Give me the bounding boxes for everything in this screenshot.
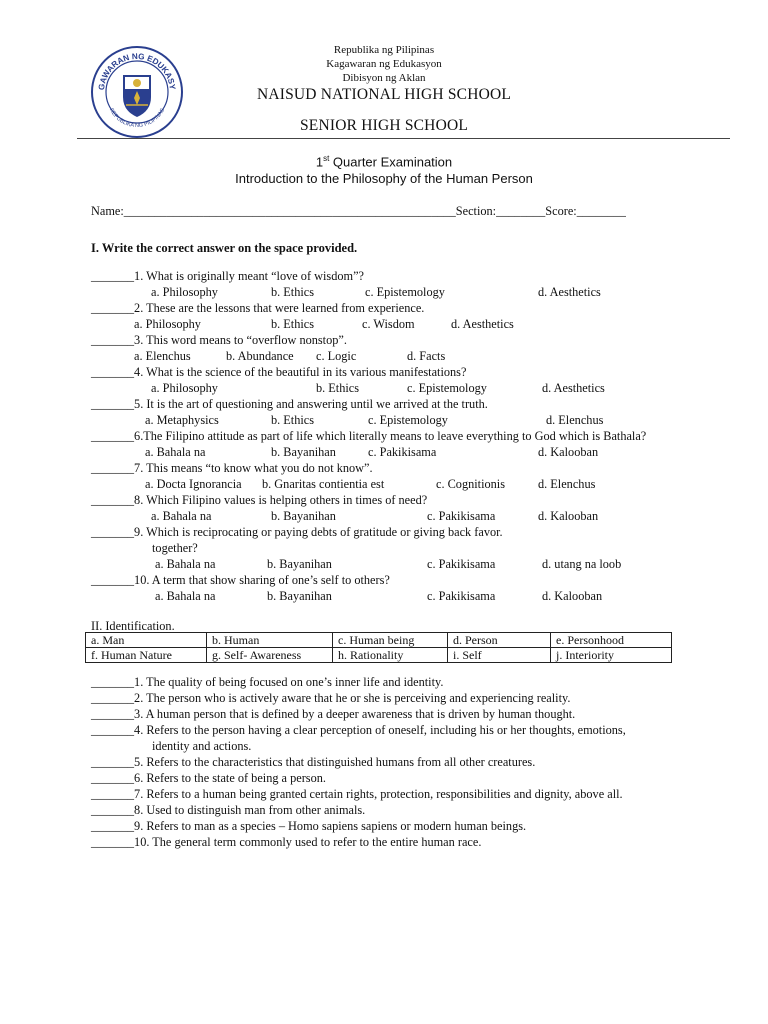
header-republic: Republika ng Pilipinas [333,44,435,56]
table-cell: a. Man [86,633,207,648]
question-4[interactable]: _______4. What is the science of the beautiful in its various manifestations? [91,365,467,379]
identification-item[interactable]: _______4. Refers to the person having a clear perception of oneself, including his or her thoughts, emotions, [91,723,626,737]
answer-choice: a. Bahala na [145,445,206,459]
table-cell: c. Human being [333,633,448,648]
answer-choice: d. Aesthetics [451,317,514,331]
quarter-label: Quarter Examination [329,154,453,170]
answer-choice: c. Pakikisama [427,589,496,603]
school-level: SENIOR HIGH SCHOOL [299,117,469,134]
identification-item[interactable]: _______8. Used to distinguish man from other animals. [91,803,366,817]
table-cell: j. Interiority [551,648,672,663]
table-cell: f. Human Nature [86,648,207,663]
answer-choice: b. Bayanihan [267,589,332,603]
answer-choice: a. Docta Ignorancia [145,477,242,491]
answer-choice: b. Bayanihan [267,557,332,571]
answer-choice: a. Bahala na [155,589,216,603]
school-name: NAISUD NATIONAL HIGH SCHOOL [256,86,512,103]
identification-item: identity and actions. [152,739,252,753]
header-divider [77,138,730,139]
answer-choice: d. Kalooban [538,509,599,523]
answer-choice: c. Pakikisama [427,557,496,571]
table-row [86,633,672,648]
question-8[interactable]: _______8. Which Filipino values is helping others in times of need? [91,493,428,507]
table-row [86,648,672,663]
answer-choice: d. Kalooban [542,589,603,603]
quarter-ordinal: st [323,154,330,163]
answer-choice: a. Philosophy [134,317,201,331]
answer-choice: c. Pakikisama [427,509,496,523]
question-1[interactable]: _______1. What is originally meant “love of wisdom”? [91,269,364,283]
identification-item[interactable]: _______1. The quality of being focused on one’s inner life and identity. [91,675,444,689]
answer-choice: b. Ethics [271,317,315,331]
answer-choice: b. Ethics [271,413,315,427]
student-info-line[interactable]: Name:______________________________________________________Section:________Score:________ [91,204,626,218]
answer-choice: d. Kalooban [538,445,599,459]
table-cell: d. Person [448,633,551,648]
answer-choice: b. Gnaritas contientia est [262,477,385,491]
answer-choice: d. utang na loob [542,557,622,571]
seal-text-top: GAWARAN NG EDUKASY [96,51,177,91]
answer-choice: c. Pakikisama [368,445,437,459]
identification-item[interactable]: _______10. The general term commonly used to refer to the entire human race. [91,835,482,849]
header-department: Kagawaran ng Edukasyon [326,58,442,70]
answer-choice: a. Philosophy [151,285,218,299]
identification-item[interactable]: _______5. Refers to the characteristics that distinguished humans from all other creatures. [91,755,536,769]
header-division: Dibisyon ng Aklan [342,72,426,84]
answer-choice: c. Wisdom [362,317,415,331]
part1-title: I. Write the correct answer on the space provided. [91,241,358,255]
answer-choice: c. Epistemology [407,381,487,395]
answer-choice: b. Bayanihan [271,445,336,459]
answer-choice: a. Elenchus [134,349,191,363]
answer-choice: c. Logic [316,349,357,363]
answer-choice: b. Bayanihan [271,509,336,523]
answer-choice: d. Elenchus [538,477,596,491]
question-5[interactable]: _______5. It is the art of questioning and answering until we arrived at the truth. [91,397,488,411]
answer-choice: b. Ethics [271,285,315,299]
identification-choices-table [85,632,672,663]
table-cell: h. Rationality [333,648,448,663]
seal-text-bottom: REPUBLIKA NG PILIPINAS [107,107,167,130]
table-cell: e. Personhood [551,633,672,648]
answer-choice: a. Philosophy [151,381,218,395]
answer-choice: b. Abundance [226,349,294,363]
answer-choice: c. Epistemology [368,413,448,427]
identification-item[interactable]: _______2. The person who is actively aware that he or she is perceiving and experiencing reality. [91,691,571,705]
identification-item[interactable]: _______9. Refers to man as a species – Homo sapiens sapiens or modern human beings. [91,819,527,833]
table-cell: b. Human [207,633,333,648]
question-3[interactable]: _______3. This word means to “overflow nonstop”. [91,333,347,347]
identification-item[interactable]: _______3. A human person that is defined by a deeper awareness that is driven by human thought. [91,707,576,721]
table-cell: i. Self [448,648,551,663]
part2-title: II. Identification. [91,619,175,633]
answer-choice: d. Facts [407,349,446,363]
question-7[interactable]: _______7. This means “to know what you do not know”. [91,461,373,475]
answer-choice: a. Bahala na [151,509,212,523]
identification-item[interactable]: _______6. Refers to the state of being a person. [91,771,326,785]
table-cell: g. Self- Awareness [207,648,333,663]
answer-choice: a. Bahala na [155,557,216,571]
question-2[interactable]: _______2. These are the lessons that were learned from experience. [91,301,425,315]
exam-subject: Introduction to the Philosophy of the Human Person [235,171,533,186]
answer-choice: d. Elenchus [546,413,604,427]
answer-choice: c. Epistemology [365,285,445,299]
answer-choice: b. Ethics [316,381,360,395]
question-9[interactable]: _______9. Which is reciprocating or paying debts of gratitude or giving back favor. [91,525,503,539]
quarter-number: 1 [315,154,324,170]
answer-choice: c. Cognitionis [436,477,506,491]
answer-choice: d. Aesthetics [542,381,605,395]
answer-choice: d. Aesthetics [538,285,601,299]
question-6[interactable]: _______6.The Filipino attitude as part of life which literally means to leave everything to God which is Bathala? [91,429,647,443]
question-9-continuation: together? [152,541,198,555]
answer-choice: a. Metaphysics [145,413,219,427]
identification-item[interactable]: _______7. Refers to a human being granted certain rights, protection, responsibilities and dignity, above all. [91,787,623,801]
exam-title [0,154,768,169]
question-10[interactable]: _______10. A term that show sharing of one’s self to others? [91,573,390,587]
